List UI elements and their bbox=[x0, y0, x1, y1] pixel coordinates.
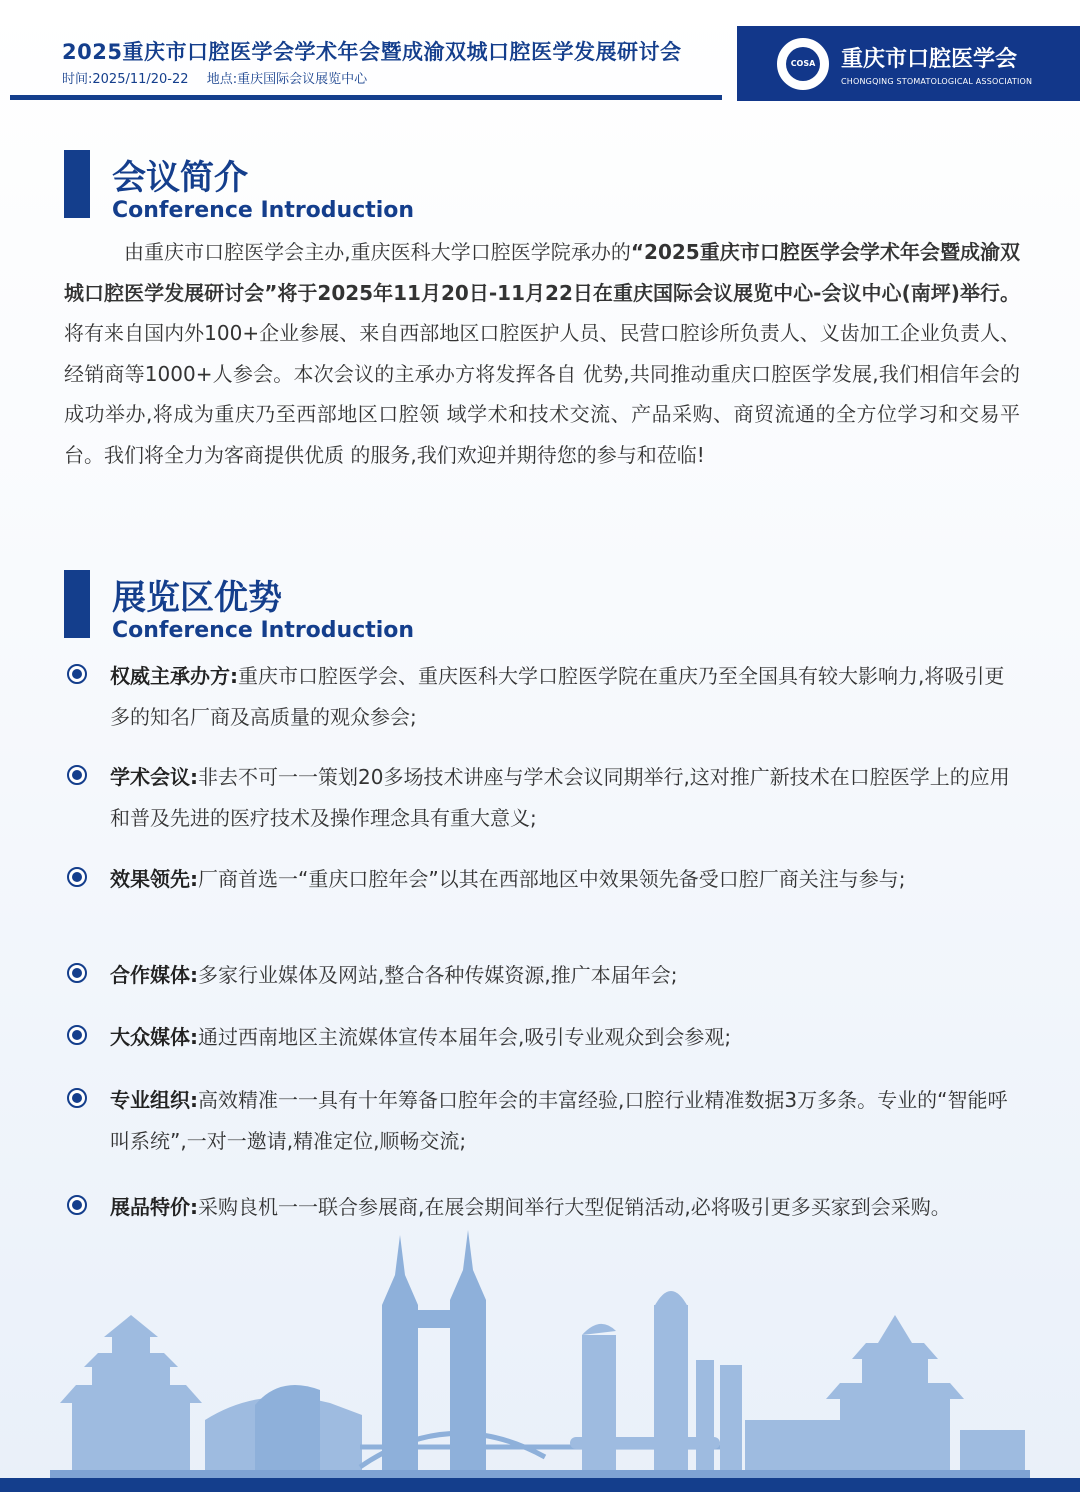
pavilion-left-roof bbox=[60, 1385, 202, 1403]
heading-accent-bar bbox=[64, 150, 90, 218]
header-divider bbox=[10, 95, 722, 100]
advantage-label: 合作媒体: bbox=[110, 963, 198, 987]
conference-place: 地点:重庆国际会议展览中心 bbox=[206, 72, 368, 87]
tower-right-1 bbox=[582, 1335, 616, 1470]
advantage-label: 效果领先: bbox=[110, 867, 198, 891]
advantage-text: 重庆市口腔医学会、重庆医科大学口腔医学院在重庆乃至全国具有较大影响力,将吸引更多的知名厂商及高质量的观众参会; bbox=[110, 664, 1005, 729]
intro-paragraph bbox=[64, 232, 1020, 475]
advantages-title-en: Conference Introduction bbox=[112, 618, 415, 643]
intro-lead: 由重庆市口腔医学会主办,重庆医科大学口腔医学院承办的 bbox=[124, 240, 631, 264]
footer-band bbox=[0, 1478, 1080, 1492]
monorail-train bbox=[570, 1437, 720, 1449]
intro-body: 将有来自国内外100+企业参展、来自西部地区口腔医护人员、民营口腔诊所负责人、义齿加工企业负责人、经销商等1000+人参会。本次会议的主承办方将发挥各自 优势,共同推动重庆口腔医学发展,我们相信年会的成功举办,将成为重庆乃至西部地区口腔领 域学术和技术交流、产品采购、商贸流通的全方位学习和交易平台。我们将全力为客商提供优质 的服务,我们欢迎并期待您的参与和莅临! bbox=[64, 321, 1020, 467]
conference-title: 2025重庆市口腔医学会学术年会暨成渝双城口腔医学发展研讨会 bbox=[62, 40, 682, 64]
advantage-text: 通过西南地区主流媒体宣传本届年会,吸引专业观众到会参观; bbox=[198, 1025, 732, 1049]
association-name-en: CHONGQING STOMATOLOGICAL ASSOCIATION bbox=[841, 76, 1033, 86]
intro-title-cn: 会议简介 bbox=[112, 158, 248, 198]
advantage-text: 高效精准一一具有十年筹备口腔年会的丰富经验,口腔行业精准数据3万多条。专业的“智能呼叫系统”,一对一邀请,精准定位,顺畅交流; bbox=[110, 1088, 1008, 1153]
advantage-text: 多家行业媒体及网站,整合各种传媒资源,推广本届年会; bbox=[198, 963, 678, 987]
association-name-cn: 重庆市口腔医学会 bbox=[841, 45, 1018, 72]
advantage-label: 大众媒体: bbox=[110, 1025, 198, 1049]
advantage-label: 权威主承办方: bbox=[110, 664, 238, 688]
pavilion-left-building bbox=[72, 1400, 190, 1470]
association-seal-icon: COSA bbox=[777, 38, 829, 90]
advantage-text: 采购良机一一联合参展商,在展会期间举行大型促销活动,必将吸引更多买家到会采购。 bbox=[198, 1195, 951, 1219]
advantage-label: 学术会议: bbox=[110, 765, 198, 789]
conference-time: 时间:2025/11/20-22 bbox=[62, 72, 189, 87]
advantages-title-cn: 展览区优势 bbox=[112, 578, 282, 618]
bullet-icon bbox=[67, 765, 87, 785]
intro-highlight: “2025重庆市口腔医学会学术年会暨成渝双城口腔医学发展研讨会”将于2025年11月20日-11月22日在重庆国际会议展览中心-会议中心(南坪)举行。 bbox=[64, 240, 1021, 305]
heading-accent-bar bbox=[64, 570, 90, 638]
advantage-text: 厂商首选一“重庆口腔年会”以其在西部地区中效果领先备受口腔厂商关注与参与; bbox=[198, 867, 906, 891]
pavilion-right-building bbox=[840, 1395, 950, 1470]
bullet-icon bbox=[67, 664, 87, 684]
page-header bbox=[0, 0, 1080, 105]
advantage-label: 展品特价: bbox=[110, 1195, 198, 1219]
bullet-icon bbox=[67, 1195, 87, 1215]
advantage-text: 非去不可一一策划20多场技术讲座与学术会议同期举行,这对推广新技术在口腔医学上的应用和普及先进的医疗技术及操作理念具有重大意义; bbox=[110, 765, 1010, 830]
ground-stripe bbox=[50, 1470, 1030, 1478]
conference-meta bbox=[62, 68, 381, 87]
intro-title-en: Conference Introduction bbox=[112, 198, 415, 223]
advantage-label: 专业组织: bbox=[110, 1088, 198, 1112]
bullet-icon bbox=[67, 867, 87, 887]
bullet-icon bbox=[67, 1025, 87, 1045]
association-logo-panel bbox=[737, 26, 1080, 101]
chongqing-skyline-illustration bbox=[0, 1215, 1080, 1492]
bullet-icon bbox=[67, 963, 87, 983]
pavilion-right-roof bbox=[826, 1383, 964, 1399]
bullet-icon bbox=[67, 1088, 87, 1108]
